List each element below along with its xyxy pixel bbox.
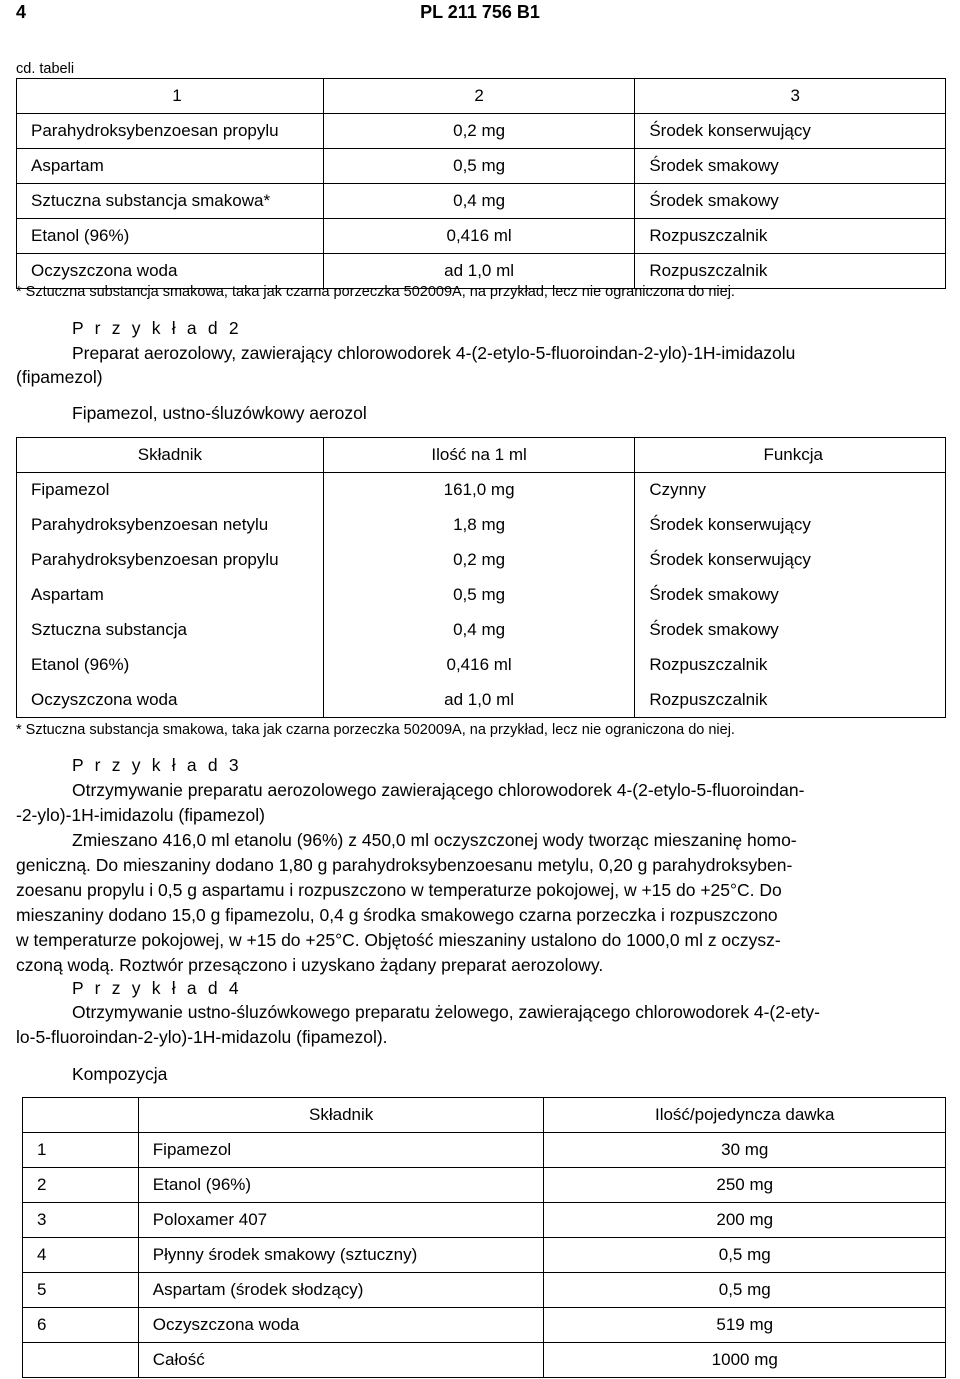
table-cell: Fipamezol <box>138 1133 544 1168</box>
table-cell: Czynny <box>649 480 706 500</box>
table-cell: 161,0 mg <box>323 473 634 508</box>
table-row <box>23 1343 946 1378</box>
example-heading: P r z y k ł a d 2 <box>72 318 242 338</box>
table-cell: Oczyszczona woda <box>138 1308 544 1343</box>
example-title: Preparat aerozolowy, zawierający chlorowodorek 4-(2-etylo-5-fluoroindan-2-ylo)-1H-imidazolu <box>72 343 796 363</box>
table-caption: cd. tabeli <box>16 61 75 77</box>
table-cell: Rozpuszczalnik <box>649 689 768 709</box>
table-header-cell: 2 <box>323 79 634 114</box>
paragraph-line: mieszaniny dodano 15,0 g fipamezolu, 0,4 g środka smakowego czarna porzeczka i rozpuszczono <box>16 905 778 925</box>
table-cell: 0,2 mg <box>323 114 634 149</box>
table-cell: 250 mg <box>544 1168 946 1203</box>
table-cell: Oczyszczona woda <box>17 683 324 718</box>
table-header-cell: 1 <box>17 79 324 114</box>
table-row <box>17 683 946 718</box>
table-cell: Środek smakowy <box>649 620 779 639</box>
table-cell: Etanol (96%) <box>17 648 324 683</box>
table-cell: ad 1,0 ml <box>323 254 634 289</box>
table-cell: 0,2 mg <box>323 543 634 578</box>
table-row <box>17 114 946 149</box>
table-cell: 1 <box>23 1133 139 1168</box>
table-row <box>17 613 946 648</box>
table-cell: Środek konserwujący <box>649 550 811 569</box>
table-row <box>23 1168 946 1203</box>
example-subtitle: Kompozycja <box>72 1064 168 1084</box>
table-cell: Aspartam (środek słodzący) <box>138 1273 544 1308</box>
table-row <box>17 508 946 543</box>
paragraph-line: w temperaturze pokojowej, w +15 do +25°C. Objętość mieszaniny ustalono do 1000,0 ml z oczysz- <box>16 930 781 950</box>
table-cell: Sztuczna substancja smakowa* <box>17 184 324 219</box>
ingredients-table <box>16 437 946 718</box>
example-title: Otrzymywanie ustno-śluzówkowego preparatu żelowego, zawierającego chlorowodorek 4-(2-ety- <box>72 1002 820 1022</box>
table-row <box>17 184 946 219</box>
table-cell: Aspartam <box>17 149 324 184</box>
table-cell: Rozpuszczalnik <box>649 655 768 674</box>
table-cell <box>23 1343 139 1378</box>
patent-id: PL 211 756 B1 <box>420 2 540 22</box>
table-cell: 4 <box>23 1238 139 1273</box>
table-cell: 0,5 mg <box>323 578 634 613</box>
table-header-row <box>17 438 946 473</box>
table-header-cell: Ilość na 1 ml <box>323 438 634 473</box>
example-title-cont: lo-5-fluoroindan-2-ylo)-1H-midazolu (fipamezol). <box>16 1027 388 1047</box>
table-row <box>23 1133 946 1168</box>
table-header-cell: 3 <box>635 79 946 114</box>
table-row <box>17 473 946 508</box>
table-cell: 0,416 ml <box>323 648 634 683</box>
table-header-cell <box>23 1098 139 1133</box>
table-cell: Oczyszczona woda <box>17 254 324 289</box>
table-cell: 1,8 mg <box>323 508 634 543</box>
table-cell: Poloxamer 407 <box>138 1203 544 1238</box>
example-title-cont: (fipamezol) <box>16 367 103 387</box>
table-cell: 3 <box>23 1203 139 1238</box>
table-cell: 6 <box>23 1308 139 1343</box>
table-cell: 0,5 mg <box>544 1273 946 1308</box>
table-cell: Parahydroksybenzoesan propylu <box>17 543 324 578</box>
table-cell: Płynny środek smakowy (sztuczny) <box>138 1238 544 1273</box>
paragraph-line: Zmieszano 416,0 ml etanolu (96%) z 450,0 ml oczyszczonej wody tworząc mieszaninę homo- <box>72 830 797 850</box>
table-cell: Aspartam <box>17 578 324 613</box>
table-cell: Parahydroksybenzoesan netylu <box>17 508 324 543</box>
composition-table <box>22 1097 946 1378</box>
table-cell: Etanol (96%) <box>17 219 324 254</box>
table-header-cell: Składnik <box>17 438 324 473</box>
table-cell: 30 mg <box>544 1133 946 1168</box>
table-header-row <box>23 1098 946 1133</box>
table-cell: Środek konserwujący <box>635 114 946 149</box>
table-row <box>23 1238 946 1273</box>
table-header-cell: Składnik <box>138 1098 544 1133</box>
example-title-cont: -2-ylo)-1H-imidazolu (fipamezol) <box>16 805 265 825</box>
table-cell: 0,416 ml <box>323 219 634 254</box>
paragraph-line: geniczną. Do mieszaniny dodano 1,80 g parahydroksybenzoesanu metylu, 0,20 g parahydroksyben- <box>16 855 793 875</box>
paragraph-line: czoną wodą. Roztwór przesączono i uzyskano żądany preparat aerozolowy. <box>16 955 604 975</box>
ingredients-table-continued <box>16 78 946 289</box>
example-subtitle: Fipamezol, ustno-śluzówkowy aerozol <box>72 403 367 423</box>
table-cell: Całość <box>138 1343 544 1378</box>
table-cell: Rozpuszczalnik <box>635 219 946 254</box>
table-cell: 0,4 mg <box>323 613 634 648</box>
table-cell: 0,4 mg <box>323 184 634 219</box>
table-row <box>17 648 946 683</box>
table-cell: Środek smakowy <box>635 149 946 184</box>
example-heading: P r z y k ł a d 4 <box>72 978 242 998</box>
table-cell: Sztuczna substancja <box>17 613 324 648</box>
paragraph-line: zoesanu propylu i 0,5 g aspartamu i rozpuszczono w temperaturze pokojowej, w +15 do +25°C. Do <box>16 880 782 900</box>
table-cell: Etanol (96%) <box>138 1168 544 1203</box>
example-heading: P r z y k ł a d 3 <box>72 755 242 775</box>
table-cell: 0,5 mg <box>544 1238 946 1273</box>
table-cell: Środek smakowy <box>635 184 946 219</box>
table-row <box>17 578 946 613</box>
footnote: * Sztuczna substancja smakowa, taka jak czarna porzeczka 502009A, na przykład, lecz nie ograniczona do niej. <box>16 722 735 738</box>
table-cell: Rozpuszczalnik <box>635 254 946 289</box>
footnote: * Sztuczna substancja smakowa, taka jak czarna porzeczka 502009A, na przykład, lecz nie ograniczona do niej. <box>16 284 735 300</box>
table-cell: Środek smakowy <box>649 585 779 604</box>
page-number: 4 <box>16 2 27 22</box>
table-cell: ad 1,0 ml <box>323 683 634 718</box>
table-header-cell: Ilość/pojedyncza dawka <box>544 1098 946 1133</box>
table-cell: 200 mg <box>544 1203 946 1238</box>
table-row <box>17 149 946 184</box>
table-cell: Parahydroksybenzoesan propylu <box>17 114 324 149</box>
table-row <box>17 543 946 578</box>
table-row <box>23 1203 946 1238</box>
table-cell: 5 <box>23 1273 139 1308</box>
table-cell: 2 <box>23 1168 139 1203</box>
table-header-cell: Funkcja <box>635 438 946 473</box>
table-cell: 519 mg <box>544 1308 946 1343</box>
table-row <box>23 1308 946 1343</box>
table-cell: Środek konserwujący <box>649 515 811 534</box>
table-cell: 0,5 mg <box>323 149 634 184</box>
table-row <box>17 219 946 254</box>
table-cell: Fipamezol <box>17 473 324 508</box>
table-row <box>23 1273 946 1308</box>
table-header-row <box>17 79 946 114</box>
example-title: Otrzymywanie preparatu aerozolowego zawierającego chlorowodorek 4-(2-etylo-5-fluoroindan- <box>72 780 805 800</box>
table-cell: 1000 mg <box>544 1343 946 1378</box>
